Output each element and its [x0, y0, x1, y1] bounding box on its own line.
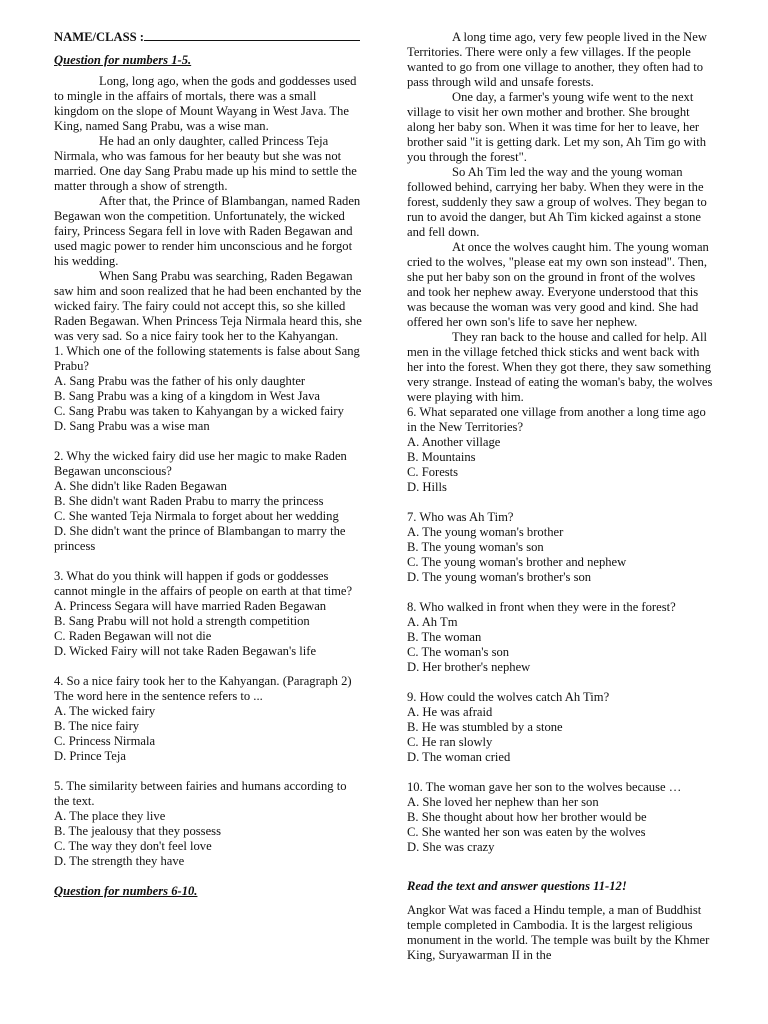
story1-paragraph-1: Long, long ago, when the gods and goddesses used to mingle in the affairs of mortals, there was a small kingdom on the slope of Mount Wayang in West Java. The King, named Sang Prabu, was a wise man. — [54, 74, 357, 133]
option-a: A. Ah Tm — [407, 615, 458, 629]
option-b: B. The jealousy that they possess — [54, 824, 221, 838]
story1-paragraph-2: He had an only daughter, called Princess Teja Nirmala, who was famous for her beauty but she was not married. One day Sang Prabu made up his mind to settle the matter through a show of strength. — [54, 134, 357, 193]
option-a: A. The wicked fairy — [54, 704, 156, 718]
question-9 — [407, 690, 715, 765]
option-a: A. Another village — [407, 435, 501, 449]
question-text: 1. Which one of the following statements is false about Sang Prabu? — [54, 344, 360, 373]
option-d: D. The strength they have — [54, 854, 185, 868]
option-b: B. Mountains — [407, 450, 476, 464]
story2-paragraph-5: They ran back to the house and called for help. All men in the village fetched thick sticks and went back with her into the forest. When they got there, they saw something very strange. Instead of eating the woman's baby, the wolves were playing with him. — [407, 330, 713, 404]
question-1 — [54, 344, 364, 434]
option-a: A. Princess Segara will have married Raden Begawan — [54, 599, 327, 613]
option-d: D. She didn't want the prince of Blambangan to marry the princess — [54, 524, 346, 553]
option-c: C. Forests — [407, 465, 459, 479]
option-d: D. Prince Teja — [54, 749, 126, 763]
story3-paragraph: Angkor Wat was faced a Hindu temple, a man of Buddhist temple completed in Cambodia. It is the largest religious monument in the world. The temple was built by the Khmer King, Suryawarman II in the — [407, 903, 710, 962]
story2-paragraph-1: A long time ago, very few people lived in the New Territories. There were only a few villages. If the people wanted to go from one village to another, they often had to pass through wild and unsafe forests. — [407, 30, 707, 89]
option-b: B. The nice fairy — [54, 719, 140, 733]
option-a: A. The place they live — [54, 809, 166, 823]
option-d: D. Sang Prabu was a wise man — [54, 419, 210, 433]
question-10 — [407, 780, 715, 855]
option-b: B. Sang Prabu was a king of a kingdom in West Java — [54, 389, 320, 403]
option-c: C. Raden Begawan will not die — [54, 629, 212, 643]
question-text: 7. Who was Ah Tim? — [407, 510, 514, 524]
option-b: B. She didn't want Raden Prabu to marry the princess — [54, 494, 324, 508]
name-class-label: NAME/CLASS : — [54, 30, 144, 44]
question-text: 5. The similarity between fairies and humans according to the text. — [54, 779, 347, 808]
section-heading-1-5: Question for numbers 1-5. — [54, 53, 192, 67]
option-b: B. She thought about how her brother would be — [407, 810, 647, 824]
question-2 — [54, 449, 364, 554]
name-class-field — [54, 30, 364, 45]
story2-paragraph-4: At once the wolves caught him. The young woman cried to the wolves, "please eat my own son instead". Then, she put her baby son on the ground in front of the wolves and took her nephew away. Everyone understood that this was because the woman was very good and kind. She had offered her own son's life to save her nephew. — [407, 240, 709, 329]
option-d: D. The woman cried — [407, 750, 511, 764]
option-a: A. Sang Prabu was the father of his only daughter — [54, 374, 306, 388]
question-text: 6. What separated one village from another a long time ago in the New Territories? — [407, 405, 706, 434]
option-d: D. She was crazy — [407, 840, 495, 854]
option-a: A. The young woman's brother — [407, 525, 564, 539]
option-d: D. The young woman's brother's son — [407, 570, 592, 584]
question-text: 3. What do you think will happen if gods or goddesses cannot mingle in the affairs of people on earth at that time? — [54, 569, 353, 598]
question-3 — [54, 569, 364, 659]
question-text: 9. How could the wolves catch Ah Tim? — [407, 690, 610, 704]
question-5 — [54, 779, 364, 869]
option-c: C. She wanted her son was eaten by the wolves — [407, 825, 646, 839]
option-c: C. The young woman's brother and nephew — [407, 555, 627, 569]
option-d: D. Wicked Fairy will not take Raden Begawan's life — [54, 644, 317, 658]
section-heading-11-12: Read the text and answer questions 11-12! — [407, 879, 627, 893]
option-b: B. The young woman's son — [407, 540, 544, 554]
option-c: C. She wanted Teja Nirmala to forget about her wedding — [54, 509, 339, 523]
question-7 — [407, 510, 715, 585]
option-b: B. He was stumbled by a stone — [407, 720, 563, 734]
option-c: C. Sang Prabu was taken to Kahyangan by a wicked fairy — [54, 404, 344, 418]
question-6 — [407, 405, 715, 495]
option-a: A. She loved her nephew than her son — [407, 795, 599, 809]
question-text: 8. Who walked in front when they were in the forest? — [407, 600, 676, 614]
option-a: A. She didn't like Raden Begawan — [54, 479, 227, 493]
option-a: A. He was afraid — [407, 705, 493, 719]
story1-paragraph-4: When Sang Prabu was searching, Raden Begawan saw him and soon realized that he had been enchanted by the wicked fairy. The fairy could not accept this, so she killed Raden Begawan. When Princess Teja Nirmala heard this, she was very sad. So a nice fairy took her to the Kahyangan. — [54, 269, 362, 343]
question-text: 4. So a nice fairy took her to the Kahyangan. (Paragraph 2) The word here in the sentence refers to ... — [54, 674, 352, 703]
question-8 — [407, 600, 715, 675]
option-d: D. Hills — [407, 480, 447, 494]
left-column — [54, 30, 364, 899]
option-b: B. Sang Prabu will not hold a strength competition — [54, 614, 310, 628]
option-d: D. Her brother's nephew — [407, 660, 531, 674]
option-c: C. The way they don't feel love — [54, 839, 212, 853]
name-class-blank-line — [144, 31, 360, 41]
option-c: C. He ran slowly — [407, 735, 493, 749]
question-text: 2. Why the wicked fairy did use her magic to make Raden Begawan unconscious? — [54, 449, 347, 478]
right-column — [407, 30, 715, 963]
option-b: B. The woman — [407, 630, 482, 644]
section-heading-6-10: Question for numbers 6-10. — [54, 884, 198, 898]
question-4 — [54, 674, 364, 764]
option-c: C. Princess Nirmala — [54, 734, 156, 748]
story2-paragraph-3: So Ah Tim led the way and the young woman followed behind, carrying her baby. When they were in the forest, suddenly they saw a group of wolves. They began to run to avoid the danger, but Ah Tim kicked against a stone and fell down. — [407, 165, 707, 239]
story2-paragraph-2: One day, a farmer's young wife went to the next village to visit her own mother and brother. She brought along her baby son. When it was time for her to leave, her brother said "it is getting dark. Let my son, Ah Tim go with you through the forest". — [407, 90, 706, 164]
option-c: C. The woman's son — [407, 645, 510, 659]
story1-paragraph-3: After that, the Prince of Blambangan, named Raden Begawan won the competition. Unfortunately, the wicked fairy, Princess Segara fell in love with Raden Begawan and used magic power to render him unconscious and he forgot his wedding. — [54, 194, 361, 268]
question-text: 10. The woman gave her son to the wolves because … — [407, 780, 682, 794]
